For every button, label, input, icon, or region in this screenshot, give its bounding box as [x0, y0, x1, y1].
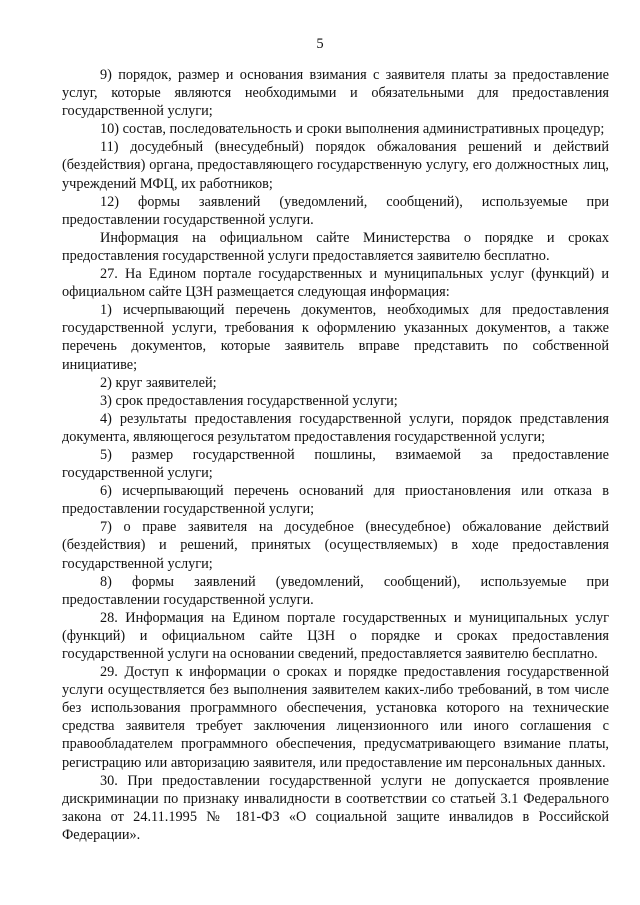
paragraph-27-item-5: 5) размер государственной пошлины, взимаемой за предоставление государственной услуги;	[62, 446, 609, 482]
paragraph-27-item-8: 8) формы заявлений (уведомлений, сообщений), используемые при предоставлении государственной услуги.	[62, 573, 609, 608]
paragraph-item-11: 11) досудебный (внесудебный) порядок обжалования решений и действий (бездействия) органа, предоставляющего государственную услугу, его должностных лиц, учреждений МФЦ, их работников;	[62, 139, 609, 192]
paragraph-27-item-6: 6) исчерпывающий перечень оснований для приостановления или отказа в предоставлении государственной услуги;	[62, 483, 609, 518]
document-body	[62, 66, 609, 844]
paragraph-clause-28: 28. Информация на Едином портале государственных и муниципальных услуг (функций) и официальном сайте ЦЗН о порядке и сроках предоставления государственной услуги на основании сведений, предоставляется заявителю бесплатно.	[62, 609, 609, 662]
paragraph-27-item-2: 2) круг заявителей;	[100, 374, 217, 391]
paragraph-item-10: 10) состав, последовательность и сроки выполнения административных процедур;	[100, 121, 605, 138]
paragraph-clause-30: 30. При предоставлении государственной услуги не допускается проявление дискриминации по признаку инвалидности в соответствии со статьей 3.1 Федерального закона от 24.11.1995 № 181-ФЗ «О социальной защите инвалидов в Российской Федерации».	[62, 772, 609, 843]
paragraph-27-item-7: 7) о праве заявителя на досудебное (внесудебное) обжалование действий (бездействия) и решений, принятых (осуществляемых) в ходе предоставления государственной услуги;	[62, 519, 609, 572]
paragraph-27-item-3: 3) срок предоставления государственной услуги;	[100, 392, 398, 409]
paragraph-clause-27: 27. На Едином портале государственных и муниципальных услуг (функций) и официальном сайте ЦЗН размещается следующая информация:	[62, 266, 609, 301]
paragraph-item-12: 12) формы заявлений (уведомлений, сообщений), используемые при предоставлении государственной услуги.	[62, 193, 609, 228]
paragraph-item-9: 9) порядок, размер и основания взимания с заявителя платы за предоставление услуг, которые являются необходимыми и обязательными для предоставления государственной услуги;	[62, 67, 609, 120]
paragraph-clause-29: 29. Доступ к информации о сроках и порядке предоставления государственной услуги осуществляется без выполнения заявителем каких-либо требований, в том числе без использования программного обеспечения, установка которого на технические средства заявителя требует заключения лицензионного или иного соглашения с правообладателем программного обеспечения, предусматривающего взимание платы, регистрацию или авторизацию заявителя, или предоставление им персональных данных.	[62, 664, 609, 771]
page-number: 5	[316, 36, 324, 52]
paragraph-ministry-info: Информация на официальном сайте Министерства о порядке и сроках предоставления государственной услуги предоставляется заявителю бесплатно.	[62, 229, 609, 264]
paragraph-27-item-1: 1) исчерпывающий перечень документов, необходимых для предоставления государственной услуги, требования к оформлению указанных документов, а также перечень документов, которые заявитель вправе представить по собственной инициативе;	[62, 302, 609, 373]
paragraph-27-item-4: 4) результаты предоставления государственной услуги, порядок представления документа, являющегося результатом предоставления государственной услуги;	[62, 410, 609, 445]
